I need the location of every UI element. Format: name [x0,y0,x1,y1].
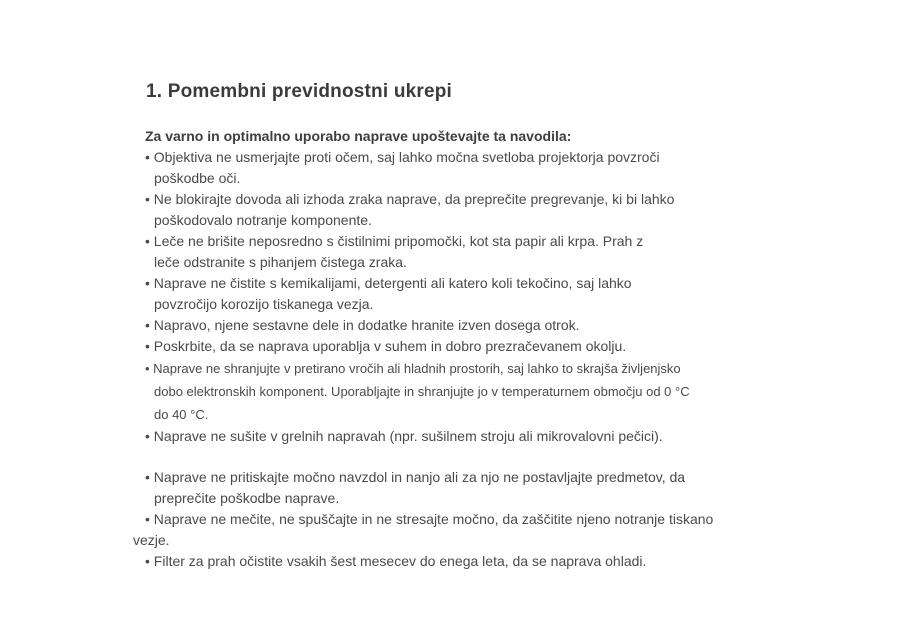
precaution-line: • Leče ne brišite neposredno s čistilnimi pripomočki, kot sta papir ali krpa. Prah z [145,233,644,249]
precaution-line: vezje. [133,532,170,548]
precaution-line: povzročijo korozijo tiskanega vezja. [154,296,374,312]
precaution-line: do 40 °C. [154,407,209,422]
precaution-line: • Naprave ne čistite s kemikalijami, detergenti ali katero koli tekočino, saj lahko [145,275,632,291]
precaution-line: preprečite poškodbe naprave. [154,490,340,506]
precaution-line: • Poskrbite, da se naprava uporablja v suhem in dobro prezračevanem okolju. [145,338,627,354]
precaution-item [145,357,860,426]
precaution-item [145,551,860,572]
precaution-line: • Naprave ne sušite v grelnih napravah (npr. sušilnem stroju ali mikrovalovni pečici). [145,428,663,444]
precaution-line: • Filter za prah očistite vsakih šest mesecev do enega leta, da se naprava ohladi. [145,553,647,569]
precaution-item [145,189,860,231]
precaution-item [145,336,860,357]
precaution-item [145,467,860,509]
precaution-line: poškodbe oči. [154,170,241,186]
precaution-item [145,273,860,315]
precaution-line: • Ne blokirajte dovoda ali izhoda zraka naprave, da preprečite pregrevanje, ki bi lahko [145,191,675,207]
precautions-list [133,147,860,572]
precaution-item [133,509,860,551]
precaution-line: • Objektiva ne usmerjajte proti očem, saj lahko močna svetloba projektorja povzroči [145,149,660,165]
precaution-line: poškodovalo notranje komponente. [154,212,372,228]
precaution-item [145,315,860,336]
page-title: 1. Pomembni previdnostni ukrepi [146,81,453,102]
precaution-line: leče odstranite s pihanjem čistega zraka. [154,254,407,270]
precaution-line: • Naprave ne pritiskajte močno navzdol in nanjo ali za njo ne postavljajte predmetov, da [145,469,686,485]
precaution-item [145,147,860,189]
precaution-line: • Naprave ne mečite, ne spuščajte in ne stresajte močno, da zaščitite njeno notranje tiskano [145,511,714,527]
precaution-item [145,426,860,447]
precaution-line: dobo elektronskih komponent. Uporabljajte in shranjujte jo v temperaturnem območju od 0 °C [154,384,690,399]
precaution-item [145,231,860,273]
precaution-line: • Napravo, njene sestavne dele in dodatke hranite izven dosega otrok. [145,317,580,333]
precaution-line: • Naprave ne shranjujte v pretirano vročih ali hladnih prostorih, saj lahko to skrajša življenjsko [145,361,681,376]
intro-line: Za varno in optimalno uporabo naprave upoštevajte ta navodila: [145,128,572,144]
